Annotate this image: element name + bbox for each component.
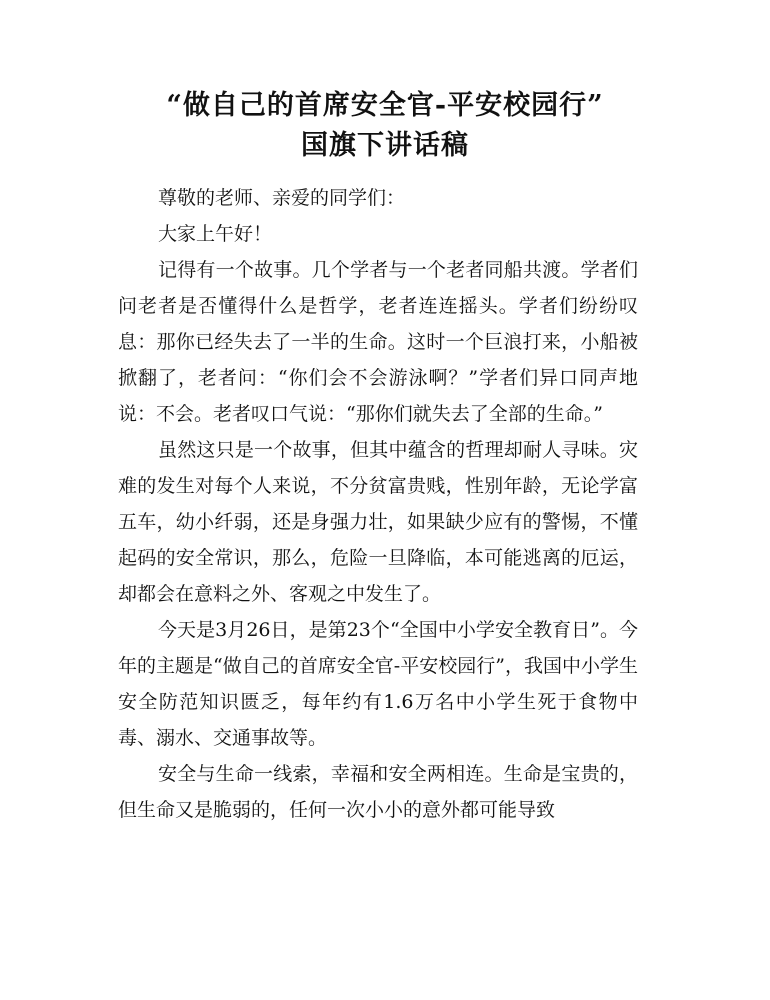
document-title-line2: 国旗下讲话稿 (301, 130, 469, 161)
document-body (118, 180, 638, 828)
paragraph-greeting: 尊敬的老师、亲爱的同学们： (158, 187, 406, 209)
paragraph-safety-day: 今天是3月26日，是第23个“全国中小学安全教育日”。今年的主题是“做自己的首席安全官-平安校园行”，我国中小学生安全防范知识匮乏，每年约有1.6万名中小学生死于食物中毒、溺水、交通事故等。 (118, 619, 638, 749)
paragraph-reflection: 虽然这只是一个故事，但其中蕴含的哲理却耐人寻味。灾难的发生对每个人来说，不分贫富贵贱，性别年龄，无论学富五车，幼小纤弱，还是身强力壮，如果缺少应有的警惕，不懂起码的安全常识，那么，危险一旦降临，本可能逃离的厄运，却都会在意料之外、客观之中发生了。 (118, 439, 638, 605)
paragraph-life-safety: 安全与生命一线索，幸福和安全两相连。生命是宝贵的，但生命又是脆弱的，任何一次小小的意外都可能导致 (118, 763, 638, 821)
paragraph-story: 记得有一个故事。几个学者与一个老者同船共渡。学者们问老者是否懂得什么是哲学，老者连连摇头。学者们纷纷叹息：那你已经失去了一半的生命。这时一个巨浪打来，小船被掀翻了，老者问：“你们会不会游泳啊？”学者们异口同声地说：不会。老者叹口气说：“那你们就失去了全部的生命。” (118, 259, 638, 425)
document-title-line1: “做自己的首席安全官-平安校园行” (166, 90, 604, 121)
paragraph-salutation: 大家上午好！ (158, 223, 273, 245)
